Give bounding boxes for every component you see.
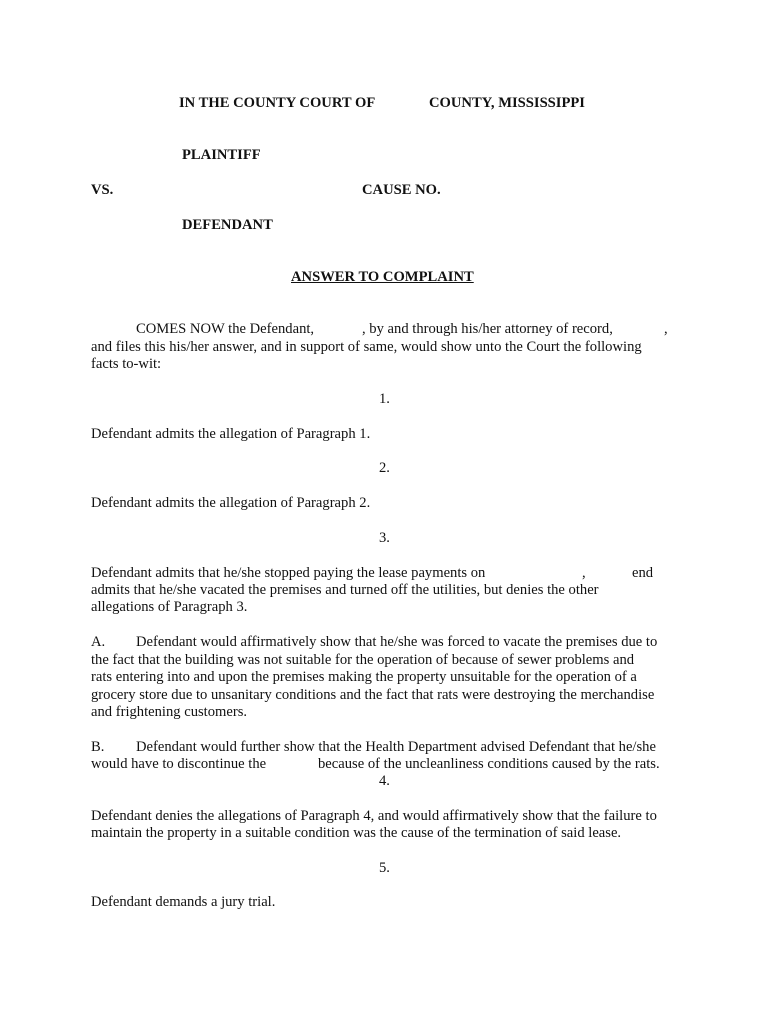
section-3-line-1a: Defendant admits that he/she stopped paying the lease payments on bbox=[91, 565, 486, 581]
subsection-a-line-5: and frightening customers. bbox=[91, 704, 248, 720]
subsection-a-line-3: rats entering into and upon the premises making the property unsuitable for the operation of a bbox=[91, 669, 637, 685]
section-3-line-1c: end bbox=[632, 565, 654, 581]
intro-line-1b: , by and through his/her attorney of record, bbox=[362, 321, 613, 337]
section-3-line-1b: , bbox=[582, 565, 586, 581]
subsection-b-line-2b: because of the uncleanliness conditions caused by the rats. bbox=[318, 756, 660, 772]
court-heading-right: COUNTY, MISSISSIPPI bbox=[429, 95, 585, 111]
section-2-text: Defendant admits the allegation of Paragraph 2. bbox=[91, 495, 371, 511]
section-5-text: Defendant demands a jury trial. bbox=[91, 894, 276, 910]
document-title: ANSWER TO COMPLAINT bbox=[291, 269, 474, 285]
section-4-line-2: maintain the property in a suitable condition was the cause of the termination of said lease. bbox=[91, 825, 622, 841]
subsection-b-label: B. bbox=[91, 739, 105, 755]
section-number-1: 1. bbox=[379, 391, 390, 407]
cause-number-label: CAUSE NO. bbox=[362, 182, 441, 198]
plaintiff-label: PLAINTIFF bbox=[182, 147, 261, 163]
vs-label: VS. bbox=[91, 182, 114, 198]
intro-line-1c: , bbox=[664, 321, 668, 337]
court-heading-left: IN THE COUNTY COURT OF bbox=[179, 95, 376, 111]
subsection-a-line-4: grocery store due to unsanitary conditions and the fact that rats were destroying the merchandise bbox=[91, 687, 655, 703]
section-number-5: 5. bbox=[379, 860, 390, 876]
defendant-label: DEFENDANT bbox=[182, 217, 273, 233]
section-3-line-2: admits that he/she vacated the premises and turned off the utilities, but denies the other bbox=[91, 582, 599, 598]
section-4-line-1: Defendant denies the allegations of Paragraph 4, and would affirmatively show that the failure to bbox=[91, 808, 657, 824]
section-number-4: 4. bbox=[379, 773, 390, 789]
section-number-3: 3. bbox=[379, 530, 390, 546]
intro-line-1a: COMES NOW the Defendant, bbox=[136, 321, 315, 337]
section-number-2: 2. bbox=[379, 460, 390, 476]
subsection-a-line-1: Defendant would affirmatively show that he/she was forced to vacate the premises due to bbox=[136, 634, 658, 650]
subsection-a-label: A. bbox=[91, 634, 106, 650]
intro-line-3: facts to-wit: bbox=[91, 356, 162, 372]
intro-line-2: and files this his/her answer, and in support of same, would show unto the Court the following bbox=[91, 339, 642, 355]
section-1-text: Defendant admits the allegation of Paragraph 1. bbox=[91, 426, 371, 442]
subsection-b-line-2a: would have to discontinue the bbox=[91, 756, 267, 772]
section-3-line-3: allegations of Paragraph 3. bbox=[91, 599, 248, 615]
subsection-b-line-1: Defendant would further show that the Health Department advised Defendant that he/she bbox=[136, 739, 656, 755]
subsection-a-line-2: the fact that the building was not suitable for the operation of because of sewer problems and bbox=[91, 652, 635, 668]
